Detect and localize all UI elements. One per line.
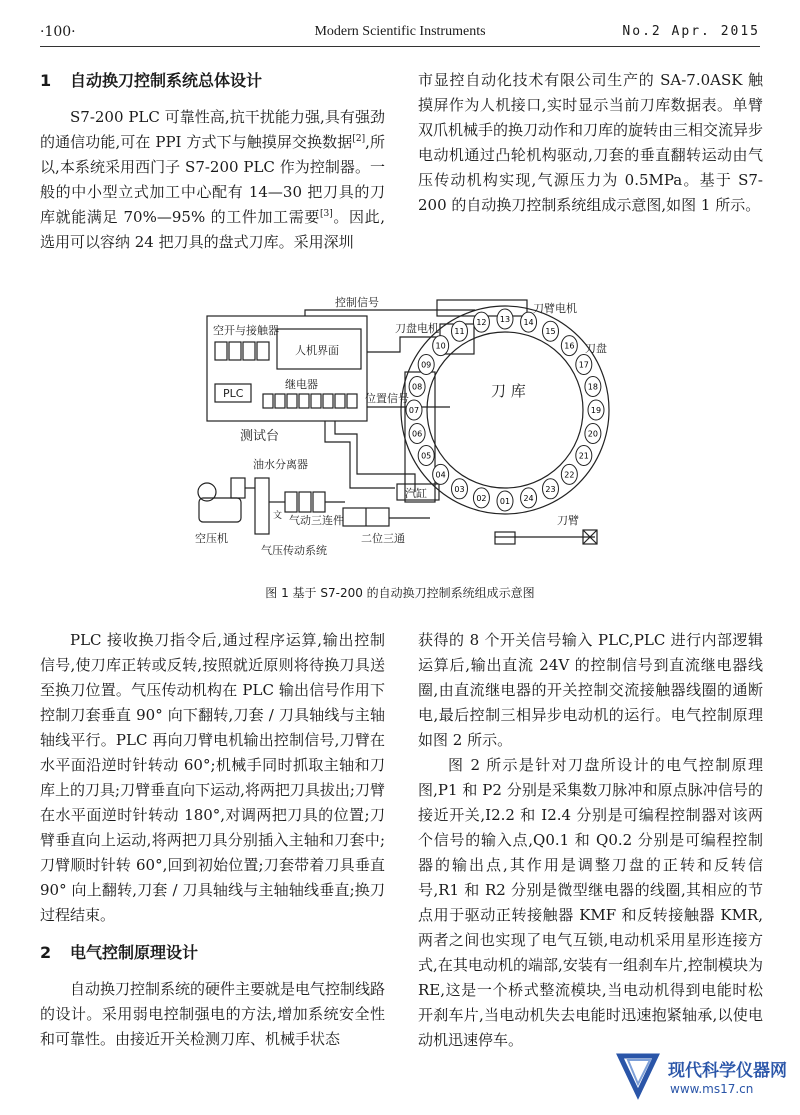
tool-pocket-number: 02 — [476, 493, 487, 503]
label-two-position-valve: 二位三通 — [361, 532, 405, 545]
label-tool-arm: 刀臂 — [557, 514, 579, 527]
tool-pocket-number: 23 — [545, 484, 556, 494]
tool-pocket-number: 08 — [412, 382, 423, 392]
label-wen: 文 — [273, 511, 283, 521]
section1-paragraph: S7-200 PLC 可靠性高,抗干扰能力强,具有强劲的通信功能,可在 PPI 方式下与触摸屏交换数据[2],所以,本系统采用西门子 S7-200 PLC 作为控制器。一般的中小型立式加工中心配有 14—30 把刀具的刀库就能满足 70%—95% 的工件加工需要[3]。因此,选用可以容纳 24 把刀具的盘式刀库。采用深圳 — [40, 108, 385, 251]
tool-pocket-number: 13 — [499, 315, 511, 324]
label-air-compressor: 空压机 — [195, 532, 228, 545]
label-switch-contactor: 空开与接触器 — [213, 324, 279, 337]
label-tool-disk: 刀盘 — [585, 342, 607, 355]
page-number: ·100· — [40, 24, 76, 40]
label-control-signal: 控制信号 — [335, 296, 379, 309]
label-cylinder: 汽缸 — [405, 487, 427, 500]
section2-paragraph: 自动换刀控制系统的硬件主要就是电气控制线路的设计。采用弱电控制强电的方法,增加系统安全性和可靠性。由接近开关检测刀库、机械手状态 — [40, 980, 386, 1048]
tool-pocket-number: 20 — [587, 429, 598, 439]
tool-pocket-number: 03 — [454, 484, 465, 494]
label-hmi: 人机界面 — [295, 344, 339, 357]
tool-pocket-number: 17 — [578, 360, 589, 370]
tool-pocket-number: 11 — [454, 327, 465, 337]
tool-pocket-number: 22 — [564, 470, 575, 480]
tool-pocket-number: 15 — [545, 327, 556, 337]
reference-3[interactable]: [3] — [319, 209, 333, 219]
tool-pocket-number: 01 — [499, 497, 511, 506]
tool-pocket-number: 18 — [587, 382, 598, 392]
watermark-name: 现代科学仪器网 — [668, 1061, 787, 1081]
tool-pocket-number: 07 — [408, 406, 420, 415]
tool-pocket-number: 19 — [590, 406, 602, 415]
watermark-url: www.ms17.cn — [670, 1082, 754, 1096]
label-plc: PLC — [223, 387, 244, 400]
watermark — [612, 1048, 792, 1106]
watermark-logo-icon — [612, 1048, 664, 1100]
issue-info: No.2 Apr. 2015 — [622, 24, 760, 39]
section1-heading: 1 自动换刀控制系统总体设计 — [40, 71, 263, 90]
label-test-bench: 测试台 — [240, 429, 280, 444]
lower-right-column — [418, 628, 763, 1053]
section1-paragraph-cont: 市显控自动化技术有限公司生产的 SA-7.0ASK 触摸屏作为人机接口,实时显示当前刀库数据表。单臂双爪机械手的换刀动作和刀库的旋转由三相交流异步电动机通过凸轮机构驱动,刀套的垂直翻转运动由气压传动机构实现,气源压力为 0.5MPa。基于 S7-200 的自动换刀控制系统组成示意图,如图 1 所示。 — [418, 71, 764, 214]
tool-pocket-number: 21 — [578, 451, 589, 461]
tool-pocket-number: 09 — [421, 360, 432, 370]
section2-heading: 2 电气控制原理设计 — [40, 943, 199, 962]
magazine-inner-ring — [427, 332, 583, 488]
tool-pocket-number: 24 — [523, 493, 534, 503]
tool-pocket-number: 04 — [435, 470, 446, 480]
paragraph-tool-change-process: PLC 接收换刀指令后,通过程序运算,输出控制信号,使刀库正转或反转,按照就近原则将待换刀具送至换刀位置。气压传动机构在 PLC 输出信号作用下控制刀套垂直 90° 向下翻转,刀套 / 刀具轴线与主轴轴线平行。PLC 再向刀臂电机输出控制信号,刀臂在水平面沿逆时针转动 60°;机械手同时抓取主轴和刀库上的刀具;刀臂垂直向下运动,将两把刀具拔出;刀臂在水平面逆时针转动 180°,对调两把刀具的位置;刀臂垂直向上运动,将两把刀具分别插入主轴和刀套中;刀臂顺时针转 60°,回到初始位置;刀套带着刀具垂直 90° 向上翻转,刀套 / 刀具轴线与主轴轴线垂直;换刀过程结束。 — [40, 631, 385, 924]
tool-pocket-number: 14 — [523, 318, 534, 328]
section1-left-column — [40, 68, 385, 255]
section1-right-column — [418, 68, 763, 218]
tool-pockets — [406, 309, 604, 511]
tool-pocket-number: 05 — [421, 451, 432, 461]
label-position-signal: 位置信号 — [365, 392, 409, 405]
label-relay: 继电器 — [285, 378, 318, 391]
label-arm-motor: 刀臂电机 — [533, 302, 577, 315]
tool-pocket-number: 06 — [412, 429, 423, 439]
tool-pocket-number: 12 — [476, 318, 487, 328]
label-pneumatic-triplet: 气动三连件 — [289, 514, 344, 527]
label-pneumatic-system: 气压传动系统 — [261, 544, 327, 557]
figure-1-caption: 图 1 基于 S7-200 的自动换刀控制系统组成示意图 — [265, 586, 535, 600]
tool-pocket-number: 10 — [435, 341, 446, 351]
page-header — [40, 22, 760, 47]
label-tool-magazine: 刀 库 — [491, 382, 526, 400]
lower-left-column — [40, 628, 385, 1052]
paragraph-plc-logic: 获得的 8 个开关信号输入 PLC,PLC 进行内部逻辑运算后,输出直流 24V 的控制信号到直流继电器线圈,由直流继电器的开关控制交流接触器线圈的通断电,最后控制三相异步电动机的运行。电气控制原理如图 2 所示。 — [418, 631, 763, 749]
label-oil-water-separator: 油水分离器 — [253, 458, 308, 471]
paragraph-figure2-description: 图 2 所示是针对刀盘所设计的电气控制原理图,P1 和 P2 分别是采集数刀脉冲和原点脉冲信号的接近开关,I2.2 和 I2.4 分别是可编程控制器对该两个信号的输入点,Q0.1 和 Q0.2 分别是可编程控制器的输出点,其作用是调整刀盘的正转和反转信号,R1 和 R2 分别是微型继电器的线圈,其相应的节点用于驱动正转接触器 KMF 和反转接触器 KMR,两者之间也实现了电气互锁,电动机采用星形连接方式,在其电动机的端部,安装有一组刹车片,控制模块为 RE,这是一个桥式整流模块,当电动机得到电能时松开刹车片,当电动机失去电能时迅速抱紧轴承,以使电动机迅速停车。 — [418, 756, 763, 1049]
journal-title: Modern Scientific Instruments — [314, 24, 486, 39]
figure-1-diagram — [185, 292, 615, 562]
label-magazine-motor: 刀盘电机 — [395, 322, 439, 335]
reference-2[interactable]: [2] — [352, 134, 366, 144]
tool-pocket-number: 16 — [564, 341, 575, 351]
